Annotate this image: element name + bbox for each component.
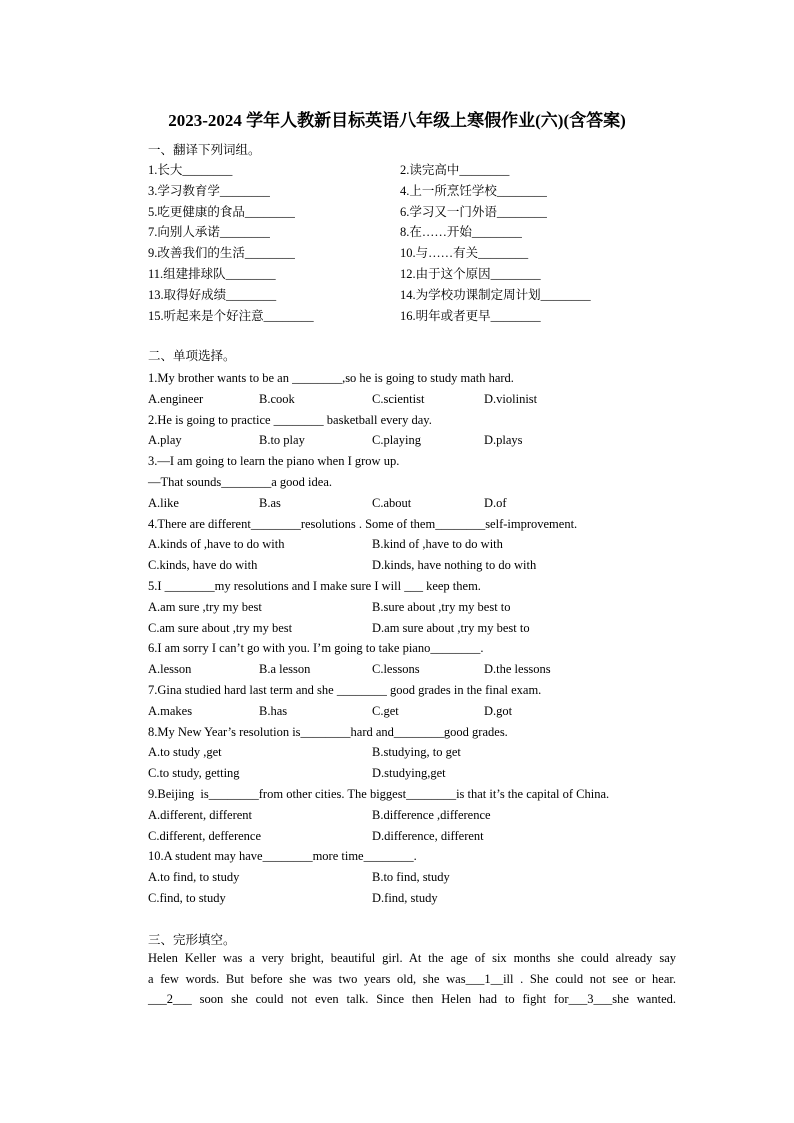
passage-line: ___2___ soon she could not even talk. Since then Helen had to fight for___3___she wanted.: [148, 992, 676, 1006]
question-text: 10.A student may have________more time________.: [148, 849, 417, 864]
question-text: 9.Beijing is________from other cities. The biggest________is that it’s the capital of China.: [148, 787, 610, 801]
answer-option: C.about: [372, 495, 412, 510]
answer-option: A.am sure ,try my best: [148, 599, 262, 614]
answer-option: B.studying, to get: [372, 745, 461, 760]
answer-option: A.play: [148, 433, 182, 448]
answer-option: D.of: [484, 495, 507, 510]
answer-option: D.find, study: [372, 891, 438, 905]
question-text: —That sounds________a good idea.: [148, 475, 333, 489]
question-text: 7.Gina studied hard last term and she ________ good grades in the final exam.: [148, 683, 542, 697]
answer-option: B.difference ,difference: [372, 807, 491, 822]
vocab-item: 9.改善我们的生活________: [148, 246, 295, 261]
vocab-item: 12.由于这个原因________: [400, 267, 541, 281]
answer-option: B.kind of ,have to do with: [372, 537, 503, 552]
passage-line: Helen Keller was a very bright, beautiful girl. At the age of six months she could already say: [148, 951, 676, 965]
answer-option: D.got: [484, 703, 513, 718]
section1-heading: 一、翻译下列词组。: [148, 143, 261, 157]
answer-option: C.get: [372, 703, 399, 718]
answer-option: C.different, defference: [148, 828, 262, 843]
answer-option: C.lessons: [372, 662, 420, 677]
answer-option: C.playing: [372, 433, 421, 448]
passage-line: a few words. But before she was two years old, she was___1__ill . She could not see or hear.: [148, 971, 676, 986]
vocab-item: 15.听起来是个好注意________: [148, 308, 314, 323]
page-title: 2023-2024 学年人教新目标英语八年级上寒假作业(六)(含答案): [168, 111, 626, 130]
answer-option: C.to study, getting: [148, 766, 240, 781]
vocab-item: 4.上一所烹饪学校________: [400, 183, 547, 198]
answer-option: C.am sure about ,try my best: [148, 620, 293, 635]
answer-option: D.plays: [484, 433, 523, 448]
answer-option: A.lesson: [148, 662, 192, 677]
vocab-item: 14.为学校功课制定周计划________: [400, 287, 591, 302]
answer-option: A.makes: [148, 703, 193, 718]
cloze-passage: [148, 948, 676, 1010]
answer-option: B.a lesson: [259, 662, 311, 677]
answer-option: C.kinds, have do with: [148, 558, 258, 573]
answer-option: C.scientist: [372, 391, 425, 406]
answer-option: D.difference, different: [372, 828, 484, 843]
answer-option: B.has: [259, 703, 288, 718]
vocab-item: 3.学习教育学________: [148, 183, 270, 198]
answer-option: D.studying,get: [372, 766, 446, 781]
answer-option: B.cook: [259, 391, 295, 406]
vocab-item: 11.组建排球队________: [148, 267, 276, 281]
answer-option: D.am sure about ,try my best to: [372, 620, 530, 635]
vocab-item: 13.取得好成绩________: [148, 287, 277, 302]
section3-heading: 三、完形填空。: [148, 933, 236, 947]
answer-option: A.different, different: [148, 807, 253, 822]
answer-option: D.kinds, have nothing to do with: [372, 558, 537, 573]
answer-option: A.engineer: [148, 391, 204, 406]
question-text: 5.I ________my resolutions and I make sure I will ___ keep them.: [148, 579, 481, 593]
answer-option: B.to find, study: [372, 870, 450, 885]
vocab-item: 5.吃更健康的食品________: [148, 204, 295, 219]
vocab-item: 7.向别人承诺________: [148, 225, 270, 240]
question-text: 8.My New Year’s resolution is________hard and________good grades.: [148, 724, 508, 739]
answer-option: A.kinds of ,have to do with: [148, 537, 285, 552]
answer-option: A.like: [148, 495, 179, 510]
question-text: 1.My brother wants to be an ________,so he is going to study math hard.: [148, 371, 514, 385]
section2-heading: 二、单项选择。: [148, 349, 236, 363]
question-text: 6.I am sorry I can’t go with you. I’m going to take piano________.: [148, 641, 484, 656]
vocab-item: 1.长大________: [148, 163, 233, 177]
answer-option: B.to play: [259, 433, 305, 448]
answer-option: B.sure about ,try my best to: [372, 599, 511, 614]
answer-option: D.the lessons: [484, 662, 551, 677]
answer-option: B.as: [259, 495, 281, 510]
vocab-item: 10.与……有关________: [400, 246, 529, 261]
answer-option: D.violinist: [484, 391, 538, 406]
vocab-item: 8.在……开始________: [400, 225, 522, 240]
answer-option: A.to find, to study: [148, 870, 240, 885]
question-text: 2.He is going to practice ________ basketball every day.: [148, 412, 432, 427]
answer-option: C.find, to study: [148, 891, 226, 905]
question-text: 4.There are different________resolutions . Some of them________self-improvement.: [148, 516, 578, 531]
vocab-item: 16.明年或者更早________: [400, 308, 541, 323]
answer-option: A.to study ,get: [148, 745, 222, 760]
vocab-item: 2.读完高中________: [400, 163, 510, 177]
vocab-item: 6.学习又一门外语________: [400, 204, 547, 219]
question-text: 3.—I am going to learn the piano when I grow up.: [148, 454, 400, 469]
